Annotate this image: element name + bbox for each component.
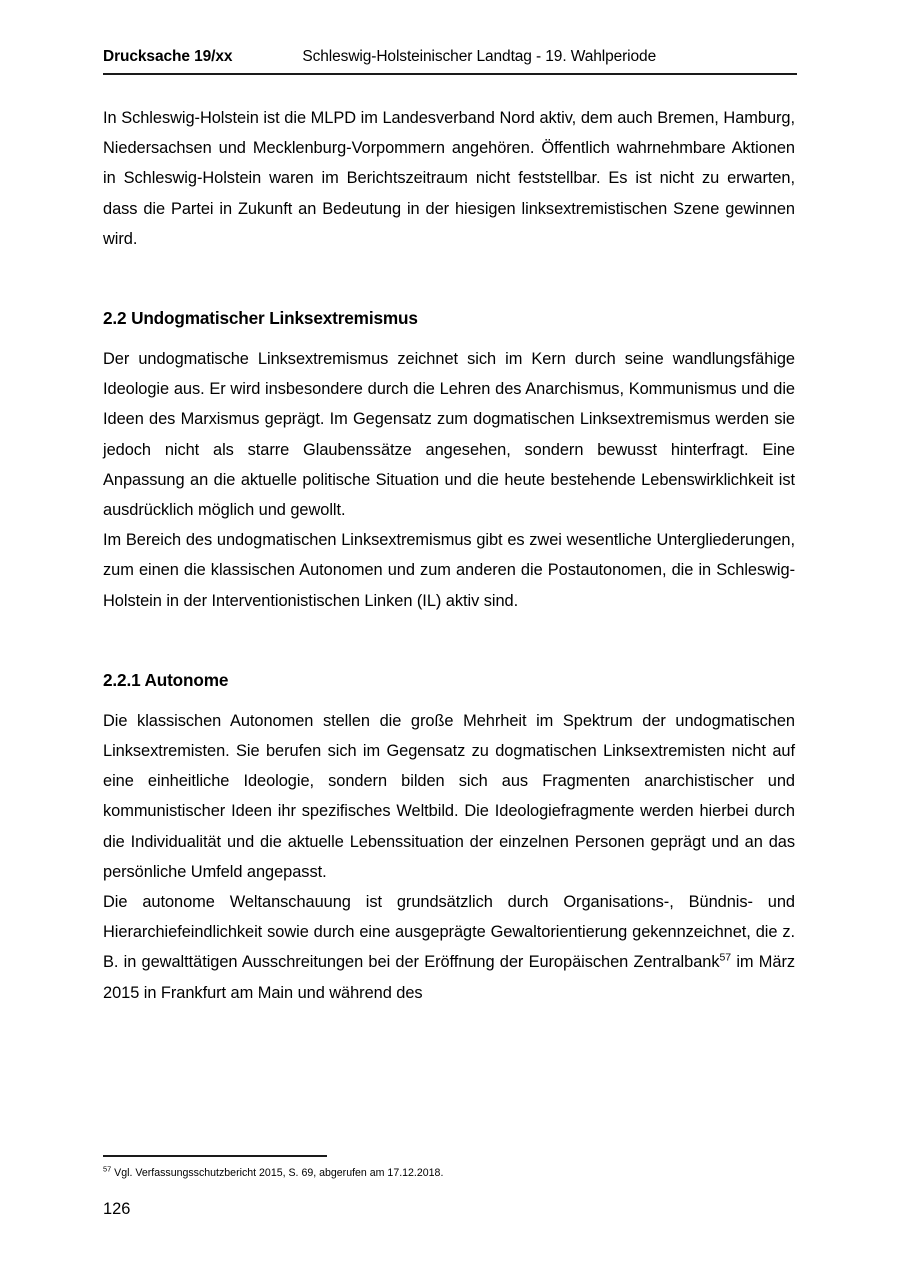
footnote-text: Vgl. Verfassungsschutzbericht 2015, S. 69, abgerufen am 17.12.2018. (111, 1167, 444, 1179)
spacer-after-heading-2-2-1 (103, 692, 795, 706)
paragraph-mlpd-landesverband: In Schleswig-Holstein ist die MLPD im Landesverband Nord aktiv, dem auch Bremen, Hamburg, Niedersachsen und Mecklenburg-Vorpommern angehören. Öffentlich wahrnehmbare Aktionen in Schleswig-Holstein waren im Berichtszeitraum nicht feststellbar. Es ist nicht zu erwarten, dass die Partei in Zukunft an Bedeutung in der hiesigen linksextremistischen Szene gewinnen wird. (103, 109, 795, 248)
paragraph-klassische-autonomen: Die klassischen Autonomen stellen die große Mehrheit im Spektrum der undogmatischen Linksextremisten. Sie berufen sich im Gegensatz zu dogmatischen Linksextremisten nicht auf eine einheitliche Ideologie, sondern bilden sich aus Fragmenten anarchistischer und kommunistischer Ideen ihr spezifisches Weltbild. Die Ideologiefragmente werden hierbei durch die Individualität und die aktuelle Lebenssituation der einzelnen Personen geprägt und an das persönliche Umfeld angepasst. (103, 711, 795, 881)
footnote-separator-rule (103, 1155, 327, 1157)
footnote-entry-57 (103, 1166, 795, 1180)
header-parliament-title: Schleswig-Holsteinischer Landtag - 19. Wahlperiode (302, 48, 657, 65)
document-body (103, 103, 795, 1008)
paragraph-undogmatischer-kern: Der undogmatische Linksextremismus zeichnet sich im Kern durch seine wandlungsfähige Ideologie aus. Er wird insbesondere durch die Lehren des Anarchismus, Kommunismus und die Ideen des Marxismus geprägt. Im Gegensatz zum dogmatischen Linksextremismus werden sie jedoch nicht als starre Glaubenssätze angesehen, sondern bewusst hinterfragt. Eine Anpassung an die aktuelle politische Situation und die heute bestehende Lebenswirklichkeit ist ausdrücklich möglich und gewollt. (103, 350, 795, 520)
header-divider-rule (103, 73, 797, 75)
spacer-before-section-2-2 (103, 254, 795, 306)
paragraph-autonome-weltanschauung (103, 887, 795, 1008)
page-running-header (103, 48, 797, 72)
spacer-before-section-2-2-1 (103, 616, 795, 668)
page-number: 126 (103, 1200, 131, 1218)
paragraph-autonome-weltanschauung-text-a: Die autonome Weltanschauung ist grundsätzlich durch Organisations-, Bündnis- und Hierarchiefeindlichkeit sowie durch eine ausgeprägte Gewaltorientierung gekennzeichnet, die z. B. in gewalttätigen Ausschreitungen bei der Eröffnung der Europäischen Zentralbank (103, 893, 795, 972)
header-document-number: Drucksache 19/xx (103, 48, 233, 65)
footnote-reference-57[interactable]: 57 (719, 952, 732, 964)
footnote-marker-57: 57 (103, 1164, 112, 1174)
heading-2-2-undogmatischer-linksextremismus: 2.2 Undogmatischer Linksextremismus (103, 308, 418, 329)
spacer-after-heading-2-2 (103, 330, 795, 344)
paragraph-autonome-weltanschauung-text-b: im März 2015 in Frankfurt am Main und während des (103, 953, 796, 1002)
paragraph-untergliederungen: Im Bereich des undogmatischen Linksextremismus gibt es zwei wesentliche Untergliederungen, zum einen die klassischen Autonomen und zum anderen die Postautonomen, die in Schleswig-Holstein in der Interventionistischen Linken (IL) aktiv sind. (103, 531, 795, 610)
header-row (103, 48, 797, 66)
heading-2-2-1-autonome: 2.2.1 Autonome (103, 669, 229, 690)
